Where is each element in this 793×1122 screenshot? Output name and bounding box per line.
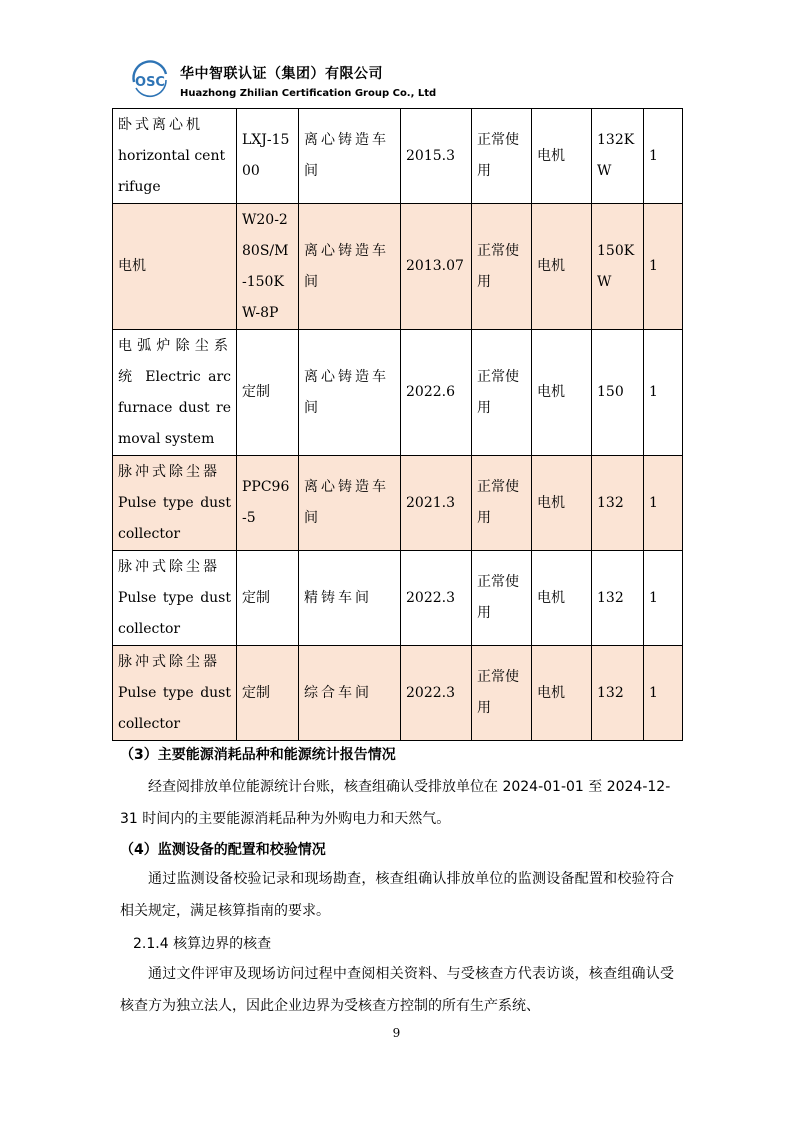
cell-qty: 1 (644, 109, 683, 204)
table-row (113, 456, 683, 551)
cell-energy: 电机 (532, 551, 592, 646)
page-number: 9 (392, 1026, 401, 1040)
paragraph-monitoring: 通过监测设备校验记录和现场勘查，核查组确认排放单位的监测设备配置和校验符合相关规定，满足核算指南的要求。 (120, 871, 674, 919)
cell-qty: 1 (644, 204, 683, 330)
cell-name: 电弧炉除尘系统 Electric arc furnace dust removal system (113, 330, 237, 456)
cell-qty: 1 (644, 646, 683, 741)
table-row (113, 204, 683, 330)
cell-model: 定制 (237, 646, 299, 741)
cell-qty: 1 (644, 456, 683, 551)
cell-power: 132KW (592, 109, 644, 204)
cell-status: 正常使用 (472, 551, 532, 646)
cell-date: 2015.3 (401, 109, 472, 204)
cell-name: 电机 (113, 204, 237, 330)
cell-status: 正常使用 (472, 456, 532, 551)
cell-date: 2021.3 (401, 456, 472, 551)
cell-energy: 电机 (532, 646, 592, 741)
company-logo (128, 58, 172, 102)
cell-status: 正常使用 (472, 109, 532, 204)
cell-model: 定制 (237, 330, 299, 456)
cell-name: 脉冲式除尘器 Pulse type dust collector (113, 551, 237, 646)
cell-qty: 1 (644, 551, 683, 646)
table-row (113, 551, 683, 646)
company-name-en: Huazhong Zhilian Certification Group Co., Ltd (180, 88, 437, 99)
equipment-table (112, 108, 683, 741)
cell-status: 正常使用 (472, 204, 532, 330)
cell-model: PPC96-5 (237, 456, 299, 551)
section-heading-boundary: 2.1.4 核算边界的核查 (133, 936, 272, 952)
cell-name: 卧式离心机 horizontal centrifuge (113, 109, 237, 204)
cell-model: LXJ-1500 (237, 109, 299, 204)
cell-location: 离心铸造车间 (299, 330, 401, 456)
section-heading-monitoring: （4）监测设备的配置和校验情况 (120, 842, 326, 858)
cell-power: 150KW (592, 204, 644, 330)
page-header (128, 58, 688, 108)
cell-date: 2022.3 (401, 551, 472, 646)
cell-energy: 电机 (532, 456, 592, 551)
cell-date: 2022.6 (401, 330, 472, 456)
cell-power: 132 (592, 551, 644, 646)
logo-text: OSC (135, 75, 165, 90)
paragraph-energy-stats: 经查阅排放单位能源统计台账，核查组确认受排放单位在 2024-01-01 至 2024-12-31 时间内的主要能源消耗品种为外购电力和天然气。 (120, 779, 671, 827)
company-name-cn: 华中智联认证（集团）有限公司 (180, 66, 383, 82)
table-row (113, 646, 683, 741)
cell-power: 150 (592, 330, 644, 456)
cell-power: 132 (592, 646, 644, 741)
cell-qty: 1 (644, 330, 683, 456)
cell-location: 精铸车间 (299, 551, 401, 646)
cell-name: 脉冲式除尘器 Pulse type dust collector (113, 456, 237, 551)
cell-date: 2013.07 (401, 204, 472, 330)
table-row (113, 109, 683, 204)
cell-status: 正常使用 (472, 330, 532, 456)
cell-model: W20-280S/M-150KW-8P (237, 204, 299, 330)
paragraph-boundary: 通过文件评审及现场访问过程中查阅相关资料、与受核查方代表访谈，核查组确认受核查方为独立法人，因此企业边界为受核查方控制的所有生产系统、 (120, 966, 674, 1014)
cell-location: 离心铸造车间 (299, 109, 401, 204)
cell-energy: 电机 (532, 109, 592, 204)
cell-model: 定制 (237, 551, 299, 646)
section-heading-energy-stats: （3）主要能源消耗品种和能源统计报告情况 (120, 747, 396, 763)
table-row (113, 330, 683, 456)
cell-energy: 电机 (532, 204, 592, 330)
cell-energy: 电机 (532, 330, 592, 456)
cell-name: 脉冲式除尘器 Pulse type dust collector (113, 646, 237, 741)
cell-location: 离心铸造车间 (299, 456, 401, 551)
cell-power: 132 (592, 456, 644, 551)
cell-location: 离心铸造车间 (299, 204, 401, 330)
cell-status: 正常使用 (472, 646, 532, 741)
cell-location: 综合车间 (299, 646, 401, 741)
cell-date: 2022.3 (401, 646, 472, 741)
